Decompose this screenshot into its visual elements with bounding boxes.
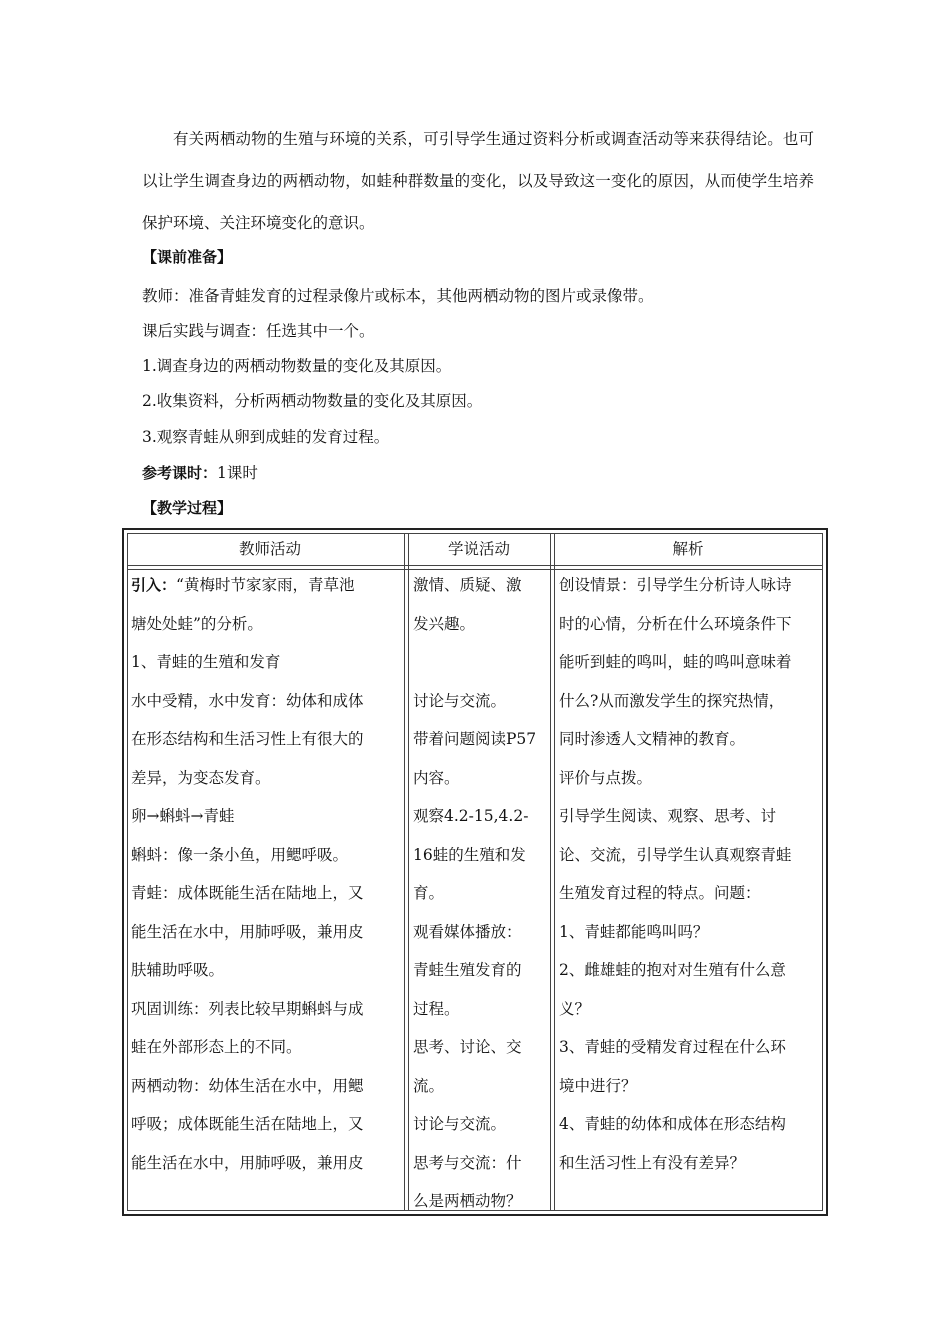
analysis-line: 论、交流，引导学生认真观察青蛙 [559,845,792,864]
student-line: 发兴趣。 [413,614,476,633]
student-line: 激情、质疑、激 [413,576,522,594]
analysis-line: 3、青蛙的受精发育过程在什么环 [559,1038,786,1056]
analysis-line: 创设情景：引导学生分析诗人咏诗 [559,576,792,594]
header-teacher: 教师活动 [238,540,301,558]
teacher-column [131,566,389,1182]
analysis-line: 评价与点拨。 [559,768,653,787]
teacher-prep: 教师：准备青蛙发育的过程录像片或标本，其他两栖动物的图片或录像带。 [142,287,654,305]
header-student: 学说活动 [447,540,510,558]
header-analysis: 解析 [672,540,704,558]
teacher-line: 巩固训练：列表比较早期蝌蚪与成 [131,999,364,1018]
teacher-line: 卵→蝌蚪→青蛙 [131,807,235,825]
analysis-line: 义？ [559,999,591,1018]
analysis-line: 生殖发育过程的特点。问题： [559,884,761,902]
task-1: 1.调查身边的两栖动物数量的变化及其原因。 [142,357,452,375]
teacher-line: 两栖动物：幼体生活在水中，用鳃 [131,1076,364,1095]
teacher-line: 在形态结构和生活习性上有很大的 [131,730,364,748]
teacher-line: 水中受精，水中发育：幼体和成体 [131,691,364,710]
teacher-line: 呼吸；成体既能生活在陆地上，又 [131,1115,364,1133]
analysis-line: 时的心情，分析在什么环境条件下 [559,614,792,633]
prep-heading: 【课前准备】 [142,248,233,266]
analysis-line: 能听到蛙的鸣叫，蛙的鸣叫意味着 [559,653,792,671]
analysis-column [559,566,819,1182]
analysis-line: 和生活习性上有没有差异？ [559,1153,746,1172]
student-line: 讨论与交流。 [413,1115,507,1133]
homework-intro: 课后实践与调查：任选其中一个。 [142,322,375,340]
student-line: 过程。 [413,999,460,1018]
analysis-line: 2、雌雄蛙的抱对对生殖有什么意 [559,961,786,979]
teacher-line: 蝌蚪：像一条小鱼，用鳃呼吸。 [131,845,349,864]
student-line: 观察4.2-15,4.2- [413,807,529,825]
teacher-line: 能生活在水中，用肺呼吸，兼用皮 [131,1153,364,1172]
student-line: 讨论与交流。 [413,691,507,710]
student-line-blank [413,643,543,682]
teacher-line: 塘处处蛙”的分析。 [131,614,263,633]
student-line: 带着问题阅读P57 [413,730,537,748]
teacher-line: 青蛙：成体既能生活在陆地上，又 [131,884,364,902]
analysis-line: 境中进行？ [559,1076,637,1095]
col-divider-2b [554,533,555,1211]
col-divider-1 [404,533,405,1211]
task-2: 2.收集资料，分析两栖动物数量的变化及其原因。 [142,392,483,410]
ref-value: 1课时 [217,464,258,482]
ref-label: 参考课时： [142,464,218,482]
teacher-line: 差异，为变态发育。 [131,768,271,787]
task-3: 3.观察青蛙从卵到成蛙的发育过程。 [142,428,390,446]
lead-text: “黄梅时节家家雨，青草池 [176,576,355,594]
student-line: 思考、讨论、交 [413,1038,522,1056]
student-line: 16蛙的生殖和发 [413,845,526,864]
student-line: 思考与交流：什 [413,1153,522,1172]
analysis-line: 4、青蛙的幼体和成体在形态结构 [559,1115,786,1133]
student-line: 青蛙生殖发育的 [413,961,522,979]
analysis-line: 1、青蛙都能鸣叫吗？ [559,922,709,941]
teacher-line: 蛙在外部形态上的不同。 [131,1038,302,1056]
col-divider-1b [408,533,409,1211]
lead-label: 引入： [131,576,177,594]
col-divider-2 [550,533,551,1211]
process-heading: 【教学过程】 [142,499,233,517]
analysis-line: 引导学生阅读、观察、思考、讨 [559,807,777,825]
ref-hours [142,461,258,483]
student-line: 观看媒体播放： [413,922,522,941]
student-line: 流。 [413,1076,445,1095]
analysis-line: 同时渗透人文精神的教育。 [559,730,746,748]
student-line: 内容。 [413,768,460,787]
student-line: 育。 [413,884,445,902]
student-column [413,566,543,1221]
teacher-line: 能生活在水中，用肺呼吸，兼用皮 [131,922,364,941]
teacher-line: 1、青蛙的生殖和发育 [131,653,281,671]
teacher-line-0 [131,566,389,605]
student-line: 么是两栖动物？ [413,1192,522,1210]
teacher-line: 肤辅助呼吸。 [131,961,225,979]
intro-paragraph: 有关两栖动物的生殖与环境的关系，可引导学生通过资料分析或调查活动等来获得结论。也可以让学生调查身边的两栖动物，如蛙种群数量的变化，以及导致这一变化的原因，从而使学生培养保护环境、关注环境变化的意识。 [142,130,814,232]
analysis-line: 什么?从而激发学生的探究热情， [559,691,785,710]
